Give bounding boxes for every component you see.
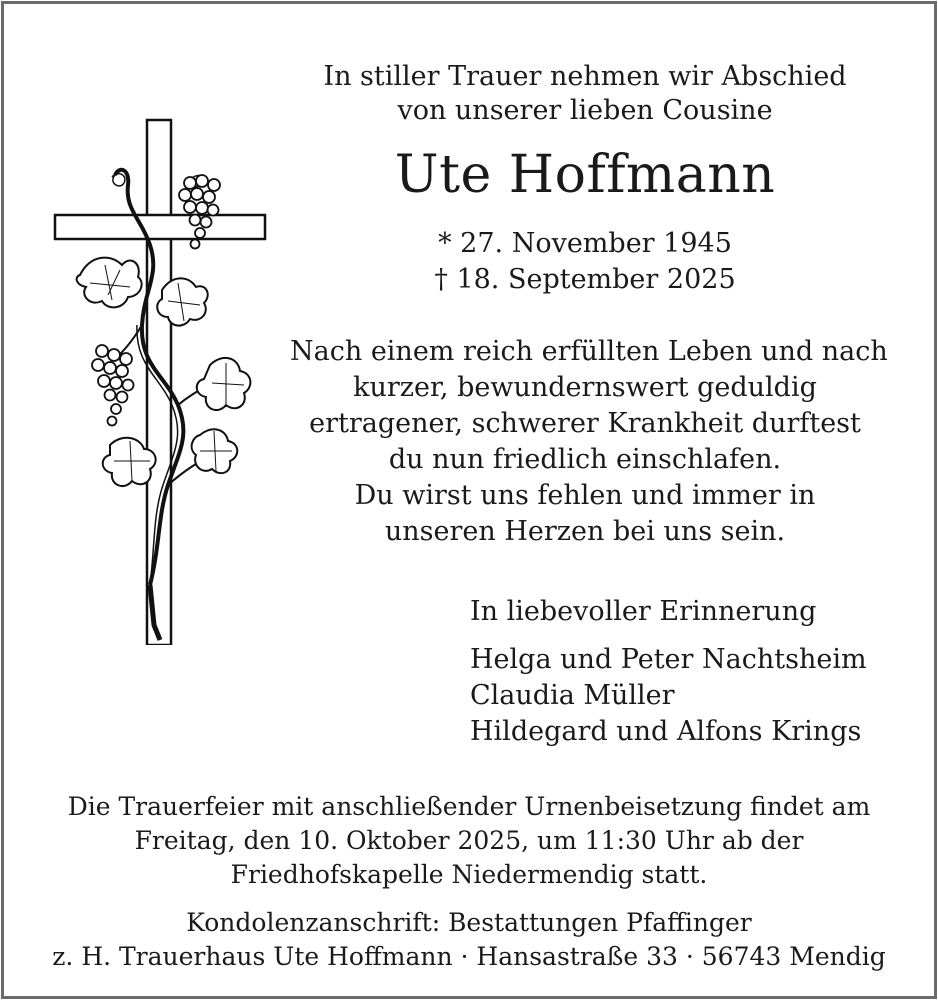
service-line: Die Trauerfeier mit anschließender Urnenbeisetzung findet am — [67, 792, 871, 821]
memorial-text — [290, 334, 888, 550]
memorial-text-line: Du wirst uns fehlen und immer in — [354, 480, 816, 511]
deceased-name: Ute Hoffmann — [394, 145, 776, 205]
intro-text — [290, 60, 880, 128]
condolence-address — [20, 906, 918, 974]
service-line: Friedhofskapelle Niedermendig statt. — [230, 860, 708, 889]
birth-date: * 27. November 1945 — [438, 228, 732, 259]
life-dates — [290, 226, 880, 298]
mourner-name: Claudia Müller — [470, 680, 675, 711]
memorial-text-line: kurzer, bewundernswert geduldig — [353, 372, 817, 403]
memorial-text-line: ertragener, schwerer Krankheit durftest — [309, 408, 861, 439]
service-info — [20, 790, 918, 892]
cross-with-grapevine-icon — [50, 115, 270, 645]
memory-line: In liebevoller Erinnerung — [470, 596, 817, 627]
intro-line: von unserer lieben Cousine — [397, 95, 773, 126]
memorial-text-line: unseren Herzen bei uns sein. — [384, 516, 786, 547]
death-date: † 18. September 2025 — [434, 264, 736, 295]
condolence-line: z. H. Trauerhaus Ute Hoffmann · Hansastraße 33 · 56743 Mendig — [52, 942, 886, 971]
mourners-list — [470, 642, 900, 750]
memorial-text-line: Nach einem reich erfüllten Leben und nach — [290, 336, 888, 367]
memorial-text-line: du nun friedlich einschlafen. — [388, 444, 782, 475]
service-line: Freitag, den 10. Oktober 2025, um 11:30 Uhr ab der — [134, 826, 804, 855]
mourner-name: Hildegard und Alfons Krings — [470, 716, 862, 747]
condolence-line: Kondolenzanschrift: Bestattungen Pfaffinger — [186, 908, 752, 937]
intro-line: In stiller Trauer nehmen wir Abschied — [323, 61, 847, 92]
mourner-name: Helga und Peter Nachtsheim — [470, 644, 867, 675]
